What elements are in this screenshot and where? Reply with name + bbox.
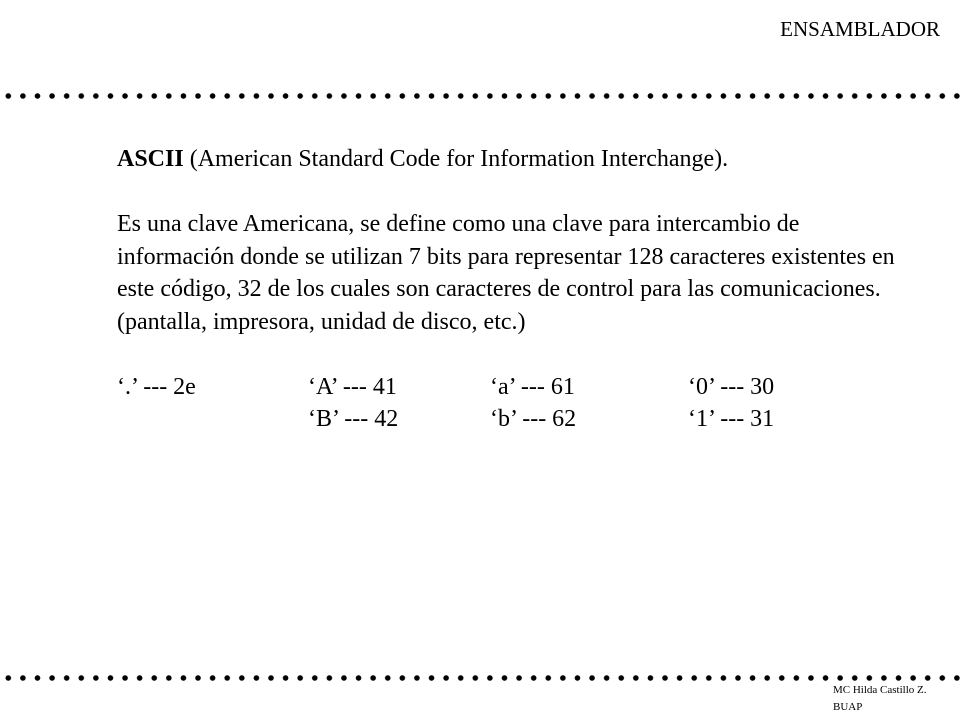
code-example-0: ‘0’ --- 30 [688, 373, 775, 400]
ascii-code-examples [117, 371, 917, 436]
top-dotted-divider [0, 92, 960, 100]
ascii-heading-bold: ASCII [117, 146, 184, 172]
code-example-B: ‘B’ --- 42 [308, 406, 399, 432]
footer-author: MC Hilda Castillo Z. [833, 684, 927, 696]
ascii-description: Es una clave Americana, se define como una clave para intercambio de información donde se utilizan 7 bits para representar 128 caracteres existentes en este código, 32 de los cuales son caracteres de control para las comunicaciones. (pantalla, impresora, unidad de disco, etc.) [117, 211, 895, 335]
slide-header-title: ENSAMBLADOR [780, 17, 940, 41]
slide-content [117, 143, 917, 436]
bottom-dotted-divider [0, 674, 960, 682]
footer-organization: BUAP [833, 701, 863, 713]
code-example-b: ‘b’ --- 62 [490, 406, 577, 432]
ascii-heading [117, 143, 917, 176]
code-example-1: ‘1’ --- 31 [688, 406, 775, 432]
code-example-dot: ‘.’ --- 2e [117, 373, 196, 400]
ascii-heading-rest: (American Standard Code for Information Interchange). [183, 146, 729, 172]
code-example-A: ‘A’ --- 41 [308, 373, 397, 400]
code-example-a: ‘a’ --- 61 [490, 373, 575, 400]
